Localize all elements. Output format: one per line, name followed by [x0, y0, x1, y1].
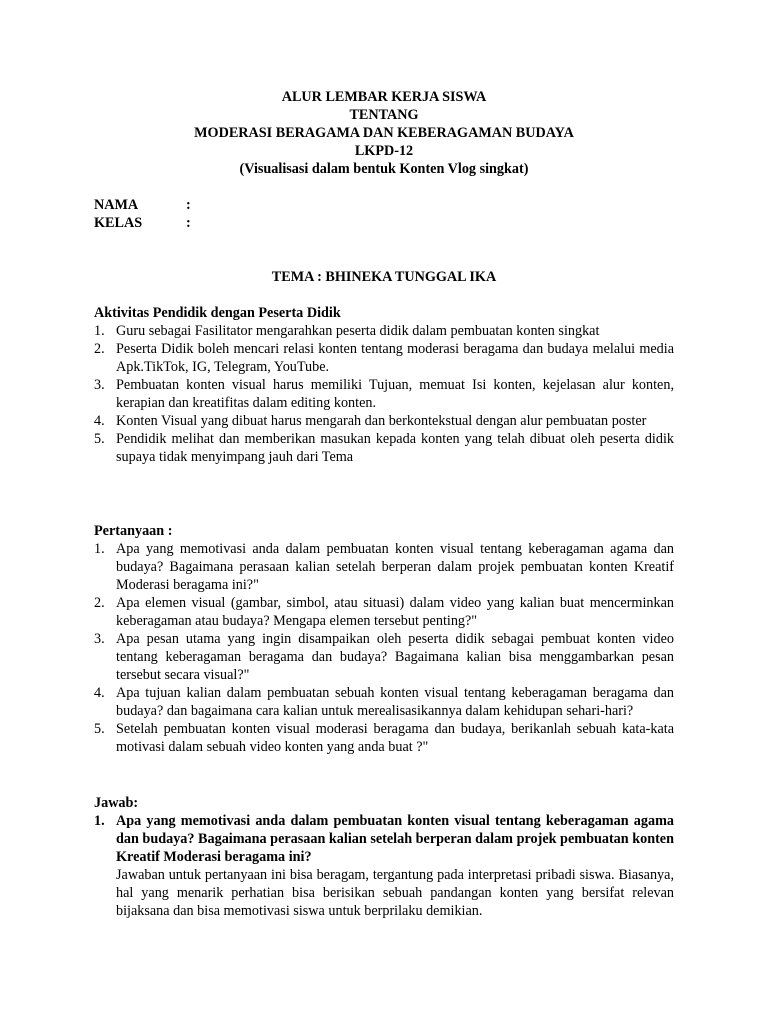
list-item-text: Apa tujuan kalian dalam pembuatan sebuah konten visual tentang keberagaman beragama dan budaya? dan bagaimana cara kalian untuk merealisasikannya dalam kehidupan sehari-hari?	[116, 685, 674, 719]
header-code: LKPD-12	[354, 143, 414, 159]
header-note: (Visualisasi dalam bentuk Konten Vlog singkat)	[239, 161, 529, 177]
list-item	[94, 412, 674, 430]
list-item-number: 1.	[94, 813, 105, 829]
list-item	[94, 684, 674, 720]
list-item-number: 1.	[94, 541, 105, 557]
answer-text: Jawaban untuk pertanyaan ini bisa beragam, tergantung pada interpretasi pribadi siswa. Biasanya, hal yang menarik perhatian bisa berisikan sebuah pandangan konten yang bersifat relevan bijaksana dan bisa memotivasi siswa untuk berprilaku demikian.	[116, 867, 674, 919]
list-item-number: 3.	[94, 631, 105, 647]
list-item-number: 5.	[94, 721, 105, 737]
answer-question: Apa yang memotivasi anda dalam pembuatan konten visual tentang keberagaman agama dan budaya? Bagaimana perasaan kalian setelah berperan dalam projek pembuatan konten Kreatif Moderasi beragama ini?	[116, 813, 674, 865]
list-item-number: 4.	[94, 685, 105, 701]
list-item	[94, 322, 674, 340]
answers-title: Jawab:	[94, 795, 139, 811]
header-subtitle-about: TENTANG	[349, 107, 419, 123]
list-item-number: 2.	[94, 595, 105, 611]
list-item-text: Pendidik melihat dan memberikan masukan kepada konten yang telah dibuat oleh peserta didik supaya tidak menyimpang jauh dari Tema	[116, 431, 674, 465]
list-item	[94, 340, 674, 376]
header-topic: MODERASI BERAGAMA DAN KEBERAGAMAN BUDAYA	[194, 125, 574, 141]
student-identity	[94, 196, 191, 232]
list-item-text: Setelah pembuatan konten visual moderasi beragama dan budaya, berikanlah sebuah kata-kata motivasi dalam sebuah video konten yang anda buat ?"	[116, 721, 674, 755]
list-item	[94, 630, 674, 684]
list-item-text: Apa yang memotivasi anda dalam pembuatan konten visual tentang keberagaman agama dan budaya? Bagaimana perasaan kalian setelah berperan dalam projek pembuatan konten Kreatif Moderasi beragama ini?"	[116, 541, 674, 593]
name-label: NAMA	[94, 197, 139, 213]
list-item-text: Apa pesan utama yang ingin disampaikan oleh peserta didik sebagai pembuat konten video tentang keberagaman beragama dan budaya? Bagaimana kalian bisa menggambarkan pesan tersebut secara visual?"	[116, 631, 674, 683]
class-colon: :	[186, 215, 191, 231]
name-row	[94, 196, 191, 214]
theme-heading: TEMA : BHINEKA TUNGGAL IKA	[271, 269, 497, 285]
name-colon: :	[186, 197, 191, 213]
list-item-text: Peserta Didik boleh mencari relasi konten tentang moderasi beragama dan budaya melalui media Apk.TikTok, IG, Telegram, YouTube.	[116, 341, 674, 375]
list-item	[94, 594, 674, 630]
list-item	[94, 540, 674, 594]
list-item-number: 1.	[94, 323, 105, 339]
header-title: ALUR LEMBAR KERJA SISWA	[281, 89, 487, 105]
questions-title: Pertanyaan :	[94, 523, 173, 539]
list-item-text: Apa elemen visual (gambar, simbol, atau situasi) dalam video yang kalian buat mencerminkan keberagaman atau budaya? Mengapa elemen tersebut penting?"	[116, 595, 674, 629]
questions-list	[94, 540, 674, 756]
list-item-number: 2.	[94, 341, 105, 357]
document-header	[94, 88, 674, 178]
list-item-text: Pembuatan konten visual harus memiliki Tujuan, memuat Isi konten, kejelasan alur konten, kerapian dan kreatifitas dalam editing konten.	[116, 377, 674, 411]
class-label: KELAS	[94, 215, 143, 231]
list-item	[94, 812, 674, 920]
list-item-number: 5.	[94, 431, 105, 447]
list-item-text: Guru sebagai Fasilitator mengarahkan peserta didik dalam pembuatan konten singkat	[116, 323, 600, 339]
activities-list	[94, 322, 674, 466]
answers-list	[94, 812, 674, 920]
list-item	[94, 720, 674, 756]
class-row	[94, 214, 191, 232]
list-item	[94, 376, 674, 412]
list-item-number: 4.	[94, 413, 105, 429]
answer-block	[116, 812, 674, 920]
activities-title: Aktivitas Pendidik dengan Peserta Didik	[94, 305, 341, 321]
list-item	[94, 430, 674, 466]
list-item-number: 3.	[94, 377, 105, 393]
list-item-text: Konten Visual yang dibuat harus mengarah dan berkontekstual dengan alur pembuatan poster	[116, 413, 647, 429]
